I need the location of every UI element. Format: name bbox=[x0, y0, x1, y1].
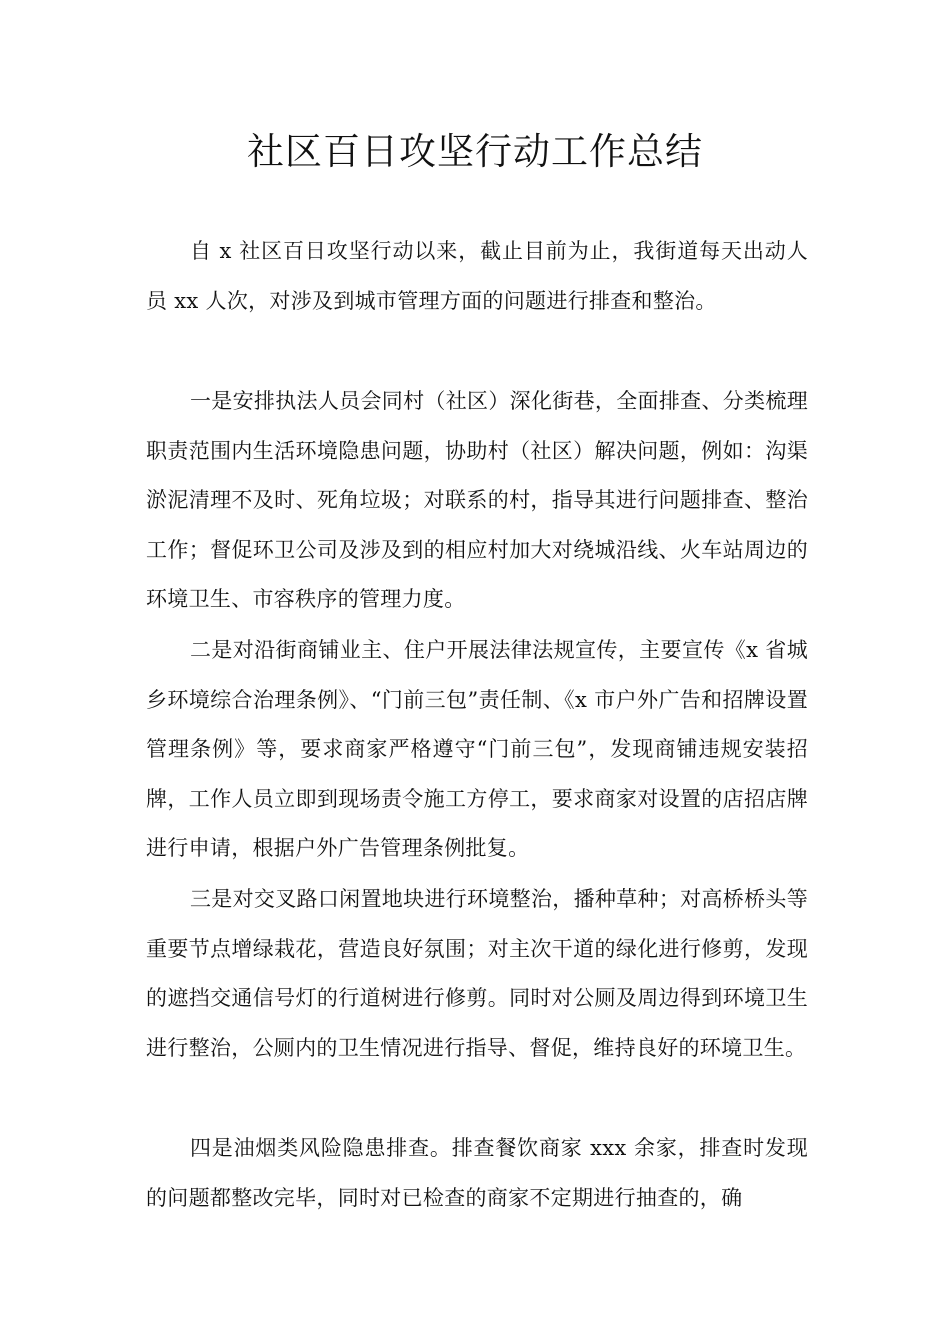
paragraph-item-3: 三是对交叉路口闲置地块进行环境整治，播种草种；对高桥桥头等重要节点增绿栽花，营造良好氛围；对主次干道的绿化进行修剪，发现的遮挡交通信号灯的行道树进行修剪。同时对公厕及周边得到环境卫生进行整治，公厕内的卫生情况进行指导、督促，维持良好的环境卫生。 bbox=[146, 887, 808, 1060]
document-title: 社区百日攻坚行动工作总结 bbox=[247, 130, 703, 173]
paragraph-item-4: 四是油烟类风险隐患排查。排查餐饮商家 xxx 余家，排查时发现的问题都整改完毕，同时对已检查的商家不定期进行抽查的，确 bbox=[146, 1136, 808, 1210]
paragraph-intro: 自 x 社区百日攻坚行动以来，截止目前为止，我街道每天出动人员 xx 人次，对涉及到城市管理方面的问题进行排查和整治。 bbox=[146, 239, 808, 313]
paragraph-item-2: 二是对沿街商铺业主、住户开展法律法规宣传，主要宣传《x 省城乡环境综合治理条例》、“门前三包”责任制、《x 市户外广告和招牌设置管理条例》等，要求商家严格遵守“门前三包”，发现商铺违规安装招牌，工作人员立即到现场责令施工方停工，要求商家对设置的店招店牌进行申请，根据户外广告管理条例批复。 bbox=[146, 638, 808, 861]
paragraph-item-1: 一是安排执法人员会同村（社区）深化街巷，全面排查、分类梳理职责范围内生活环境隐患问题，协助村（社区）解决问题，例如：沟渠淤泥清理不及时、死角垃圾；对联系的村，指导其进行问题排查、整治工作；督促环卫公司及涉及到的相应村加大对绕城沿线、火车站周边的环境卫生、市容秩序的管理力度。 bbox=[146, 389, 808, 612]
